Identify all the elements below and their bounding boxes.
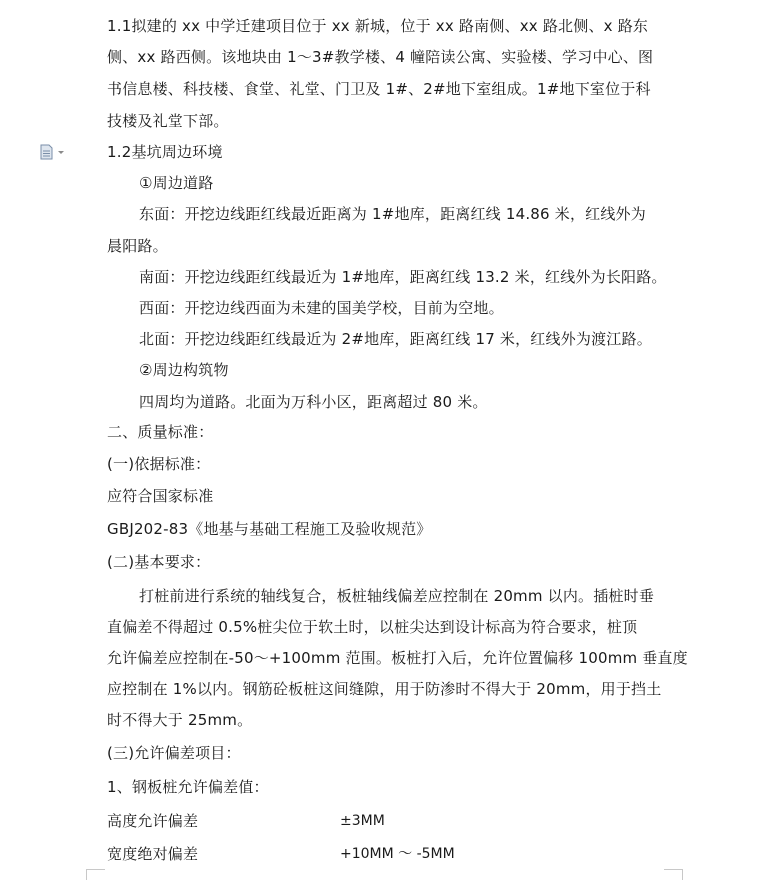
- text-line: 侧、xx 路西侧。该地块由 1～3#教学楼、4 幢陪读公寓、实验楼、学习中心、图: [107, 48, 654, 66]
- text-line: 直偏差不得超过 0.5%桩尖位于软土时，以桩尖达到设计标高为符合要求，桩顶: [107, 618, 638, 636]
- subheading: (三)允许偏差项目：: [107, 744, 241, 762]
- text-line: 四周均为道路。北面为万科小区，距离超过 80 米。: [139, 393, 488, 411]
- table-row-label: 高度允许偏差: [107, 812, 199, 830]
- subheading: ①周边道路: [139, 174, 214, 192]
- subheading: (一)依据标准：: [107, 455, 211, 473]
- text-line: 应符合国家标准: [107, 487, 214, 505]
- subheading: (二)基本要求：: [107, 553, 211, 571]
- text-line: 北面：开挖边线距红线最近为 2#地库，距离红线 17 米，红线外为渡江路。: [139, 330, 652, 348]
- text-line: 时不得大于 25mm。: [107, 711, 253, 729]
- table-row-label: 宽度绝对偏差: [107, 845, 199, 863]
- text-line: 应控制在 1%以内。钢筋砼板桩这间缝隙，用于防渗时不得大于 20mm，用于挡土: [107, 680, 662, 698]
- text-line: 晨阳路。: [107, 237, 168, 255]
- text-line: GBJ202-83《地基与基础工程施工及验收规范》: [107, 520, 432, 538]
- text-line: 南面：开挖边线距红线最近为 1#地库，距离红线 13.2 米，红线外为长阳路。: [139, 268, 667, 286]
- page-margin-mark: [86, 869, 105, 880]
- table-row-value: +10MM ～ -5MM: [340, 846, 455, 862]
- text-line: 东面：开挖边线距红线最近距离为 1#地库，距离红线 14.86 米，红线外为: [139, 205, 646, 223]
- subheading: ②周边构筑物: [139, 361, 229, 379]
- text-line: 允许偏差应控制在-50～+100mm 范围。板桩打入后，允许位置偏移 100mm 垂直度: [107, 649, 688, 667]
- text-line: 书信息楼、科技楼、食堂、礼堂、门卫及 1#、2#地下室组成。1#地下室位于科: [107, 80, 651, 98]
- section-heading: 1.2基坑周边环境: [107, 143, 223, 161]
- text-line: 技楼及礼堂下部。: [107, 112, 229, 130]
- section-heading: 二、质量标准：: [107, 423, 214, 441]
- text-line: 1.1拟建的 xx 中学迁建项目位于 xx 新城，位于 xx 路南侧、xx 路北侧、x 路东: [107, 17, 649, 35]
- document-icon[interactable]: [38, 144, 68, 160]
- text-line: 西面：开挖边线西面为未建的国美学校，目前为空地。: [139, 299, 504, 317]
- table-row-value: ±3MM: [340, 813, 385, 829]
- page-margin-mark: [664, 869, 683, 880]
- text-line: 1、钢板桩允许偏差值：: [107, 778, 269, 796]
- text-line: 打桩前进行系统的轴线复合，板桩轴线偏差应控制在 20mm 以内。插桩时垂: [139, 587, 655, 605]
